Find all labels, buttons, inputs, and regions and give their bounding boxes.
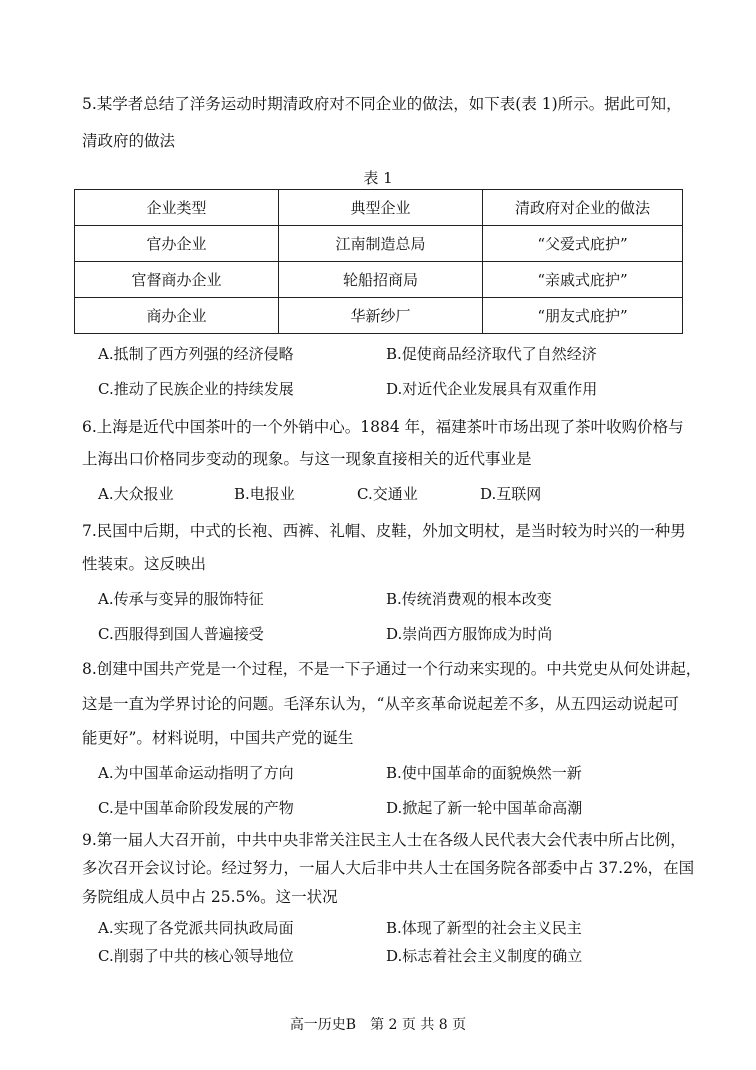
table-cell: “亲戚式庇护” [483, 262, 683, 298]
table-cell: 江南制造总局 [279, 226, 483, 262]
q7-option-c[interactable]: C.西服得到国人普遍接受 [98, 625, 264, 643]
q6-stem-line-2: 上海出口价格同步变动的现象。与这一现象直接相关的近代事业是 [82, 450, 532, 468]
q6-option-d[interactable]: D.互联网 [480, 485, 542, 503]
table-header-cell: 企业类型 [75, 190, 279, 226]
table-cell: 官办企业 [75, 226, 279, 262]
table-cell: “朋友式庇护” [483, 298, 683, 334]
q8-option-a[interactable]: A.为中国革命运动指明了方向 [98, 764, 294, 782]
q9-option-a[interactable]: A.实现了各党派共同执政局面 [98, 919, 294, 937]
q7-option-d[interactable]: D.崇尚西方服饰成为时尚 [386, 625, 553, 643]
q9-stem-line-3: 务院组成人员中占 25.5%。这一状况 [82, 888, 338, 906]
q9-option-b[interactable]: B.体现了新型的社会主义民主 [386, 919, 582, 937]
q8-option-d[interactable]: D.掀起了新一轮中国革命高潮 [386, 799, 583, 817]
table-cell: 官督商办企业 [75, 262, 279, 298]
q9-stem-line-1: 9.第一届人大召开前，中共中央非常关注民主人士在各级人民代表大会代表中所占比例， [82, 831, 686, 849]
q5-stem-line-2: 清政府的做法 [82, 132, 176, 150]
q5-table [74, 189, 683, 334]
table-cell: 华新纱厂 [279, 298, 483, 334]
q8-stem-line-2: 这是一直为学界讨论的问题。毛泽东认为，“从辛亥革命说起差不多，从五四运动说起可 [82, 695, 679, 713]
table-row [75, 298, 683, 334]
table-cell: “父爱式庇护” [483, 226, 683, 262]
table-header-row [75, 190, 683, 226]
q5-option-c[interactable]: C.推动了民族企业的持续发展 [98, 380, 294, 398]
q6-option-b[interactable]: B.电报业 [234, 485, 295, 503]
q5-stem-line-1: 5.某学者总结了洋务运动时期清政府对不同企业的做法，如下表(表 1)所示。据此可知， [82, 95, 682, 113]
q5-option-d[interactable]: D.对近代企业发展具有双重作用 [386, 380, 598, 398]
q9-option-d[interactable]: D.标志着社会主义制度的确立 [386, 947, 583, 965]
q5-option-a[interactable]: A.抵制了西方列强的经济侵略 [98, 345, 294, 363]
page-footer: 高一历史B 第 2 页 共 8 页 [289, 1017, 467, 1033]
q8-option-c[interactable]: C.是中国革命阶段发展的产物 [98, 799, 294, 817]
table-caption: 表 1 [363, 169, 393, 187]
q7-option-b[interactable]: B.传统消费观的根本改变 [386, 590, 552, 608]
q8-stem-line-1: 8.创建中国共产党是一个过程，不是一下子通过一个行动来实现的。中共党史从何处讲起， [82, 660, 702, 678]
q9-stem-line-2: 多次召开会议讨论。经过努力，一届人大后非中共人士在国务院各部委中占 37.2%，在国 [82, 859, 695, 877]
q8-stem-line-3: 能更好”。材料说明，中国共产党的诞生 [82, 729, 354, 747]
q5-option-b[interactable]: B.促使商品经济取代了自然经济 [386, 345, 597, 363]
q7-option-a[interactable]: A.传承与变异的服饰特征 [98, 590, 264, 608]
table-header-cell: 典型企业 [279, 190, 483, 226]
table-row [75, 226, 683, 262]
q8-option-b[interactable]: B.使中国革命的面貌焕然一新 [386, 764, 582, 782]
table-cell: 轮船招商局 [279, 262, 483, 298]
table-row [75, 262, 683, 298]
q7-stem-line-2: 性装束。这反映出 [82, 555, 207, 573]
q9-option-c[interactable]: C.削弱了中共的核心领导地位 [98, 947, 294, 965]
q6-stem-line-1: 6.上海是近代中国茶叶的一个外销中心。1884 年，福建茶叶市场出现了茶叶收购价格与 [82, 418, 684, 436]
table-header-cell: 清政府对企业的做法 [483, 190, 683, 226]
q6-option-a[interactable]: A.大众报业 [98, 485, 174, 503]
q6-option-c[interactable]: C.交通业 [357, 485, 418, 503]
table-cell: 商办企业 [75, 298, 279, 334]
q7-stem-line-1: 7.民国中后期，中式的长袍、西裤、礼帽、皮鞋，外加文明杖，是当时较为时兴的一种男 [82, 522, 686, 540]
